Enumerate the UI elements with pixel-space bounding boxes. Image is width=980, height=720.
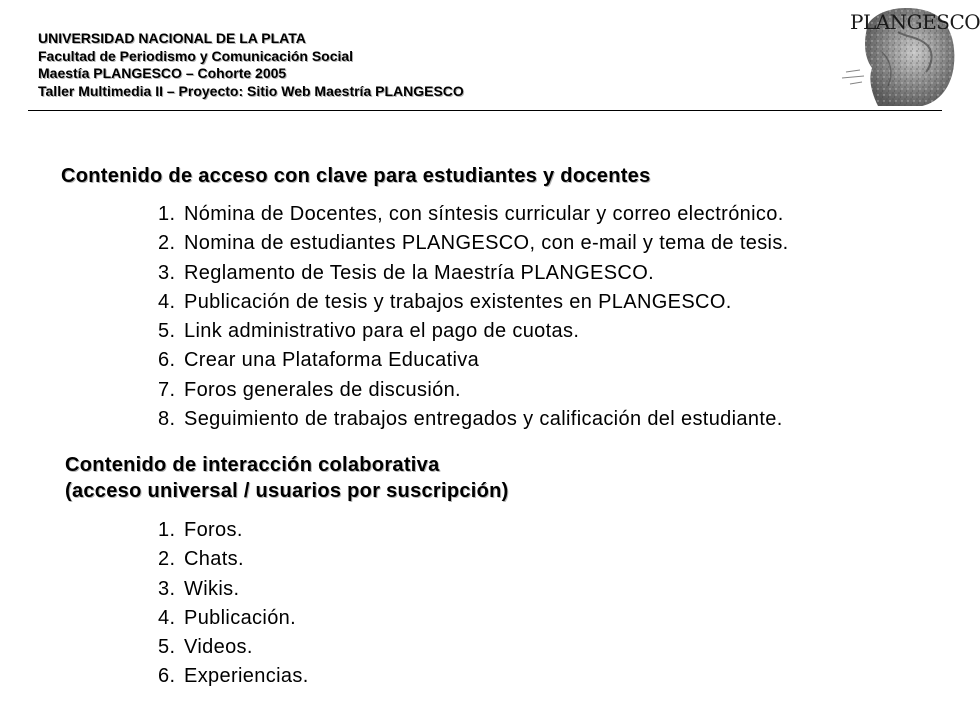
- list-item: [158, 317, 789, 346]
- list-item-text: Nómina de Docentes, con síntesis curricular y correo electrónico.: [184, 203, 784, 225]
- list-item: [158, 575, 309, 604]
- list-item: [158, 376, 789, 405]
- list-item-text: Crear una Plataforma Educativa: [184, 349, 480, 372]
- list-item-number: 1.: [158, 203, 176, 225]
- list-item-number: 1.: [158, 519, 176, 541]
- list-item: [158, 545, 309, 574]
- list-item-number: 5.: [158, 636, 176, 659]
- list-item: [158, 662, 309, 691]
- header-divider: [28, 110, 942, 111]
- list-item-number: 6.: [158, 665, 176, 688]
- section-title-text: Contenido de acceso con clave para estudiantes y docentes: [61, 165, 651, 187]
- header-university: UNIVERSIDAD NACIONAL DE LA PLATA: [38, 30, 306, 46]
- list-item: [158, 229, 789, 258]
- list-item-number: 3.: [158, 577, 176, 600]
- list-item-text: Videos.: [184, 636, 253, 659]
- header-program: Maestía PLANGESCO – Cohorte 2005: [38, 65, 287, 81]
- list-item-number: 7.: [158, 378, 176, 401]
- list-item-text: Wikis.: [184, 577, 240, 600]
- section-title-line-2: (acceso universal / usuarios por suscripción): [65, 480, 509, 502]
- list-item: [158, 604, 309, 633]
- collaborative-content-list: [158, 516, 309, 692]
- plangesco-logo: [838, 2, 980, 108]
- list-item-number: 5.: [158, 320, 176, 343]
- list-item-text: Experiencias.: [184, 665, 309, 688]
- section-title-line-1: Contenido de interacción colaborativa: [65, 454, 440, 476]
- list-item: [158, 200, 789, 229]
- list-item-text: Seguimiento de trabajos entregados y calificación del estudiante.: [184, 408, 783, 431]
- list-item-text: Link administrativo para el pago de cuotas.: [184, 320, 580, 343]
- list-item: [158, 288, 789, 317]
- list-item-text: Nomina de estudiantes PLANGESCO, con e-mail y tema de tesis.: [184, 232, 789, 255]
- list-item: [158, 405, 789, 434]
- restricted-content-list: [158, 200, 789, 434]
- list-item: [158, 516, 309, 545]
- logo-label: PLANGESCO: [850, 10, 980, 34]
- list-item-number: 6.: [158, 349, 176, 372]
- list-item-text: Publicación.: [184, 606, 297, 629]
- list-item: [158, 259, 789, 288]
- list-item-number: 4.: [158, 290, 176, 313]
- list-item-text: Foros.: [184, 519, 243, 541]
- list-item-number: 2.: [158, 548, 176, 571]
- section-title-collaborative-content: [65, 452, 509, 504]
- list-item-number: 4.: [158, 606, 176, 629]
- list-item-text: Publicación de tesis y trabajos existentes en PLANGESCO.: [184, 290, 732, 313]
- section-title-restricted-content: [61, 163, 651, 189]
- list-item-number: 3.: [158, 261, 176, 284]
- list-item-text: Chats.: [184, 548, 244, 571]
- header-institution-block: [38, 30, 464, 100]
- list-item: [158, 633, 309, 662]
- list-item: [158, 346, 789, 375]
- list-item-number: 2.: [158, 232, 176, 255]
- header-faculty: Facultad de Periodismo y Comunicación Social: [38, 47, 354, 64]
- list-item-number: 8.: [158, 408, 176, 431]
- header-project: Taller Multimedia II – Proyecto: Sitio Web Maestría PLANGESCO: [38, 82, 464, 99]
- list-item-text: Foros generales de discusión.: [184, 378, 461, 401]
- list-item-text: Reglamento de Tesis de la Maestría PLANGESCO.: [184, 261, 655, 284]
